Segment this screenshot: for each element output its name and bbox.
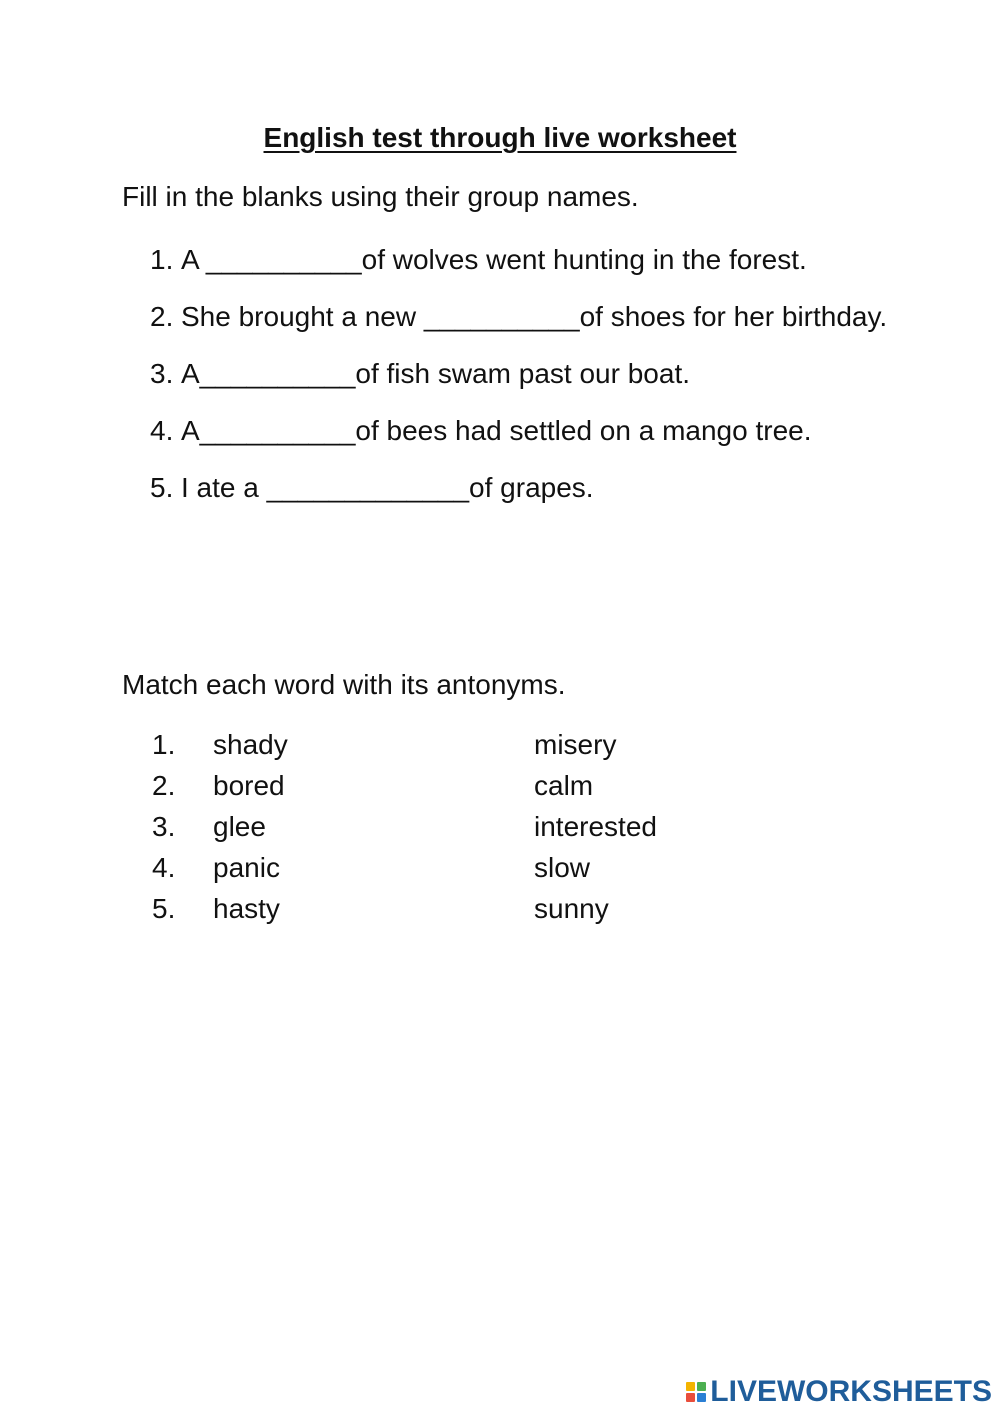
fill-blank-item-4	[150, 409, 910, 452]
fill-blanks-instruction: Fill in the blanks using their group names.	[122, 181, 639, 212]
row-number: 3.	[152, 811, 176, 842]
liveworksheets-watermark	[686, 1375, 992, 1409]
item-sentence[interactable]: I ate a _____________of grapes.	[181, 472, 594, 503]
match-row-1	[152, 724, 734, 765]
fill-blank-item-3	[150, 352, 910, 395]
match-word[interactable]: glee	[213, 811, 266, 842]
item-number: 1.	[150, 244, 174, 275]
match-antonym[interactable]: slow	[534, 852, 591, 883]
fill-blank-item-2	[150, 295, 910, 338]
match-word[interactable]: panic	[213, 852, 280, 883]
watermark-text: LIVEWORKSHEETS	[710, 1375, 992, 1408]
item-number: 4.	[150, 415, 174, 446]
logo-cell-4	[697, 1393, 706, 1402]
match-antonym[interactable]: calm	[534, 770, 594, 801]
match-antonyms-list	[152, 724, 734, 929]
logo-cell-1	[686, 1382, 695, 1391]
match-antonyms-instruction: Match each word with its antonyms.	[122, 669, 566, 700]
worksheet-title: English test through live worksheet	[263, 122, 737, 153]
fill-blanks-list	[150, 238, 910, 523]
item-number: 5.	[150, 472, 174, 503]
row-number: 2.	[152, 770, 176, 801]
match-row-5	[152, 888, 734, 929]
item-number: 2.	[150, 301, 174, 332]
match-row-4	[152, 847, 734, 888]
liveworksheets-logo-icon	[686, 1382, 706, 1402]
match-antonym[interactable]: sunny	[534, 893, 609, 924]
item-sentence[interactable]: A __________of wolves went hunting in the forest.	[181, 244, 807, 275]
item-number: 3.	[150, 358, 174, 389]
match-word[interactable]: hasty	[213, 893, 280, 924]
match-word[interactable]: bored	[213, 770, 285, 801]
item-sentence[interactable]: She brought a new __________of shoes for her birthday.	[181, 301, 888, 332]
item-sentence[interactable]: A__________of fish swam past our boat.	[181, 358, 691, 389]
row-number: 1.	[152, 729, 176, 760]
match-word[interactable]: shady	[213, 729, 288, 760]
row-number: 5.	[152, 893, 176, 924]
fill-blank-item-5	[150, 466, 910, 509]
logo-cell-2	[697, 1382, 706, 1391]
row-number: 4.	[152, 852, 176, 883]
match-antonym[interactable]: misery	[534, 729, 617, 760]
logo-cell-3	[686, 1393, 695, 1402]
match-row-3	[152, 806, 734, 847]
item-sentence[interactable]: A__________of bees had settled on a mango tree.	[181, 415, 812, 446]
fill-blank-item-1	[150, 238, 910, 281]
match-row-2	[152, 765, 734, 806]
match-antonym[interactable]: interested	[534, 811, 657, 842]
